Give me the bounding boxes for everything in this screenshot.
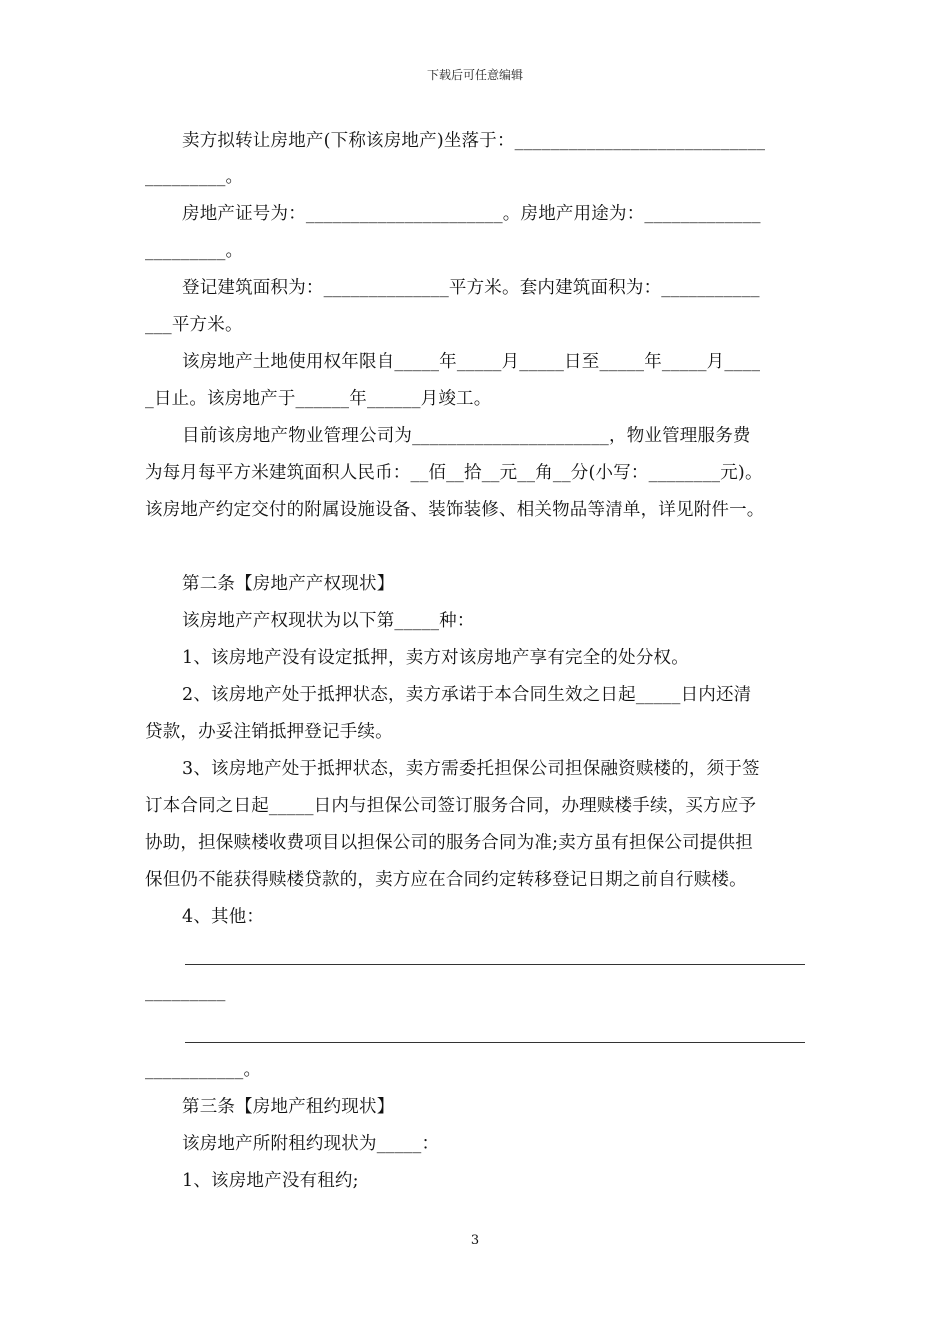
text-line: 2、该房地产处于抵押状态，卖方承诺于本合同生效之日起_____日内还清 — [182, 685, 752, 705]
text-line: 目前该房地产物业管理公司为______________________，物业管理服务费 — [182, 426, 751, 446]
text-line: 贷款，办妥注销抵押登记手续。 — [145, 722, 393, 742]
text-line: 卖方拟转让房地产(下称该房地产)坐落于：____________________________ — [182, 131, 766, 151]
blank-rule — [185, 1042, 805, 1043]
text-line: 保但仍不能获得赎楼贷款的，卖方应在合同约定转移登记日期之前自行赎楼。 — [145, 870, 747, 890]
text-line: _________。 — [145, 241, 244, 261]
section-heading: 第二条【房地产产权现状】 — [182, 574, 395, 594]
text-line: ___平方米。 — [145, 315, 243, 335]
text-line: 该房地产产权现状为以下第_____种： — [182, 611, 475, 631]
text-line: ___________。 — [145, 1060, 262, 1080]
section-heading: 第三条【房地产租约现状】 — [182, 1097, 395, 1117]
text-line: 该房地产约定交付的附属设施设备、装饰装修、相关物品等清单，详见附件一。 — [145, 500, 765, 520]
blank-rule — [185, 964, 805, 965]
text-line: _日止。该房地产于______年______月竣工。 — [145, 389, 492, 409]
text-line: 房地产证号为：______________________。房地产用途为：_____________ — [182, 204, 761, 224]
text-line: 订本合同之日起_____日内与担保公司签订服务合同，办理赎楼手续，买方应予 — [145, 796, 757, 816]
text-line: 为每月每平方米建筑面积人民币：__佰__拾__元__角__分(小写：________元)。 — [145, 463, 763, 483]
text-line: 3、该房地产处于抵押状态，卖方需委托担保公司担保融资赎楼的，须于签 — [182, 759, 760, 779]
text-line: 登记建筑面积为：______________平方米。套内建筑面积为：___________ — [182, 278, 760, 298]
text-line: 该房地产所附租约现状为_____： — [182, 1134, 440, 1154]
text-line: _________。 — [145, 167, 244, 187]
text-line: 1、该房地产没有设定抵押，卖方对该房地产享有完全的处分权。 — [182, 648, 689, 668]
text-line: 4、其他： — [182, 907, 265, 927]
text-line: _________ — [145, 982, 226, 1002]
page-header: 下载后可任意编辑 — [426, 68, 523, 82]
page-number: 3 — [470, 1233, 480, 1248]
text-line: 该房地产土地使用权年限自_____年_____月_____日至_____年_____月____ — [182, 352, 761, 372]
text-line: 协助，担保赎楼收费项目以担保公司的服务合同为准;卖方虽有担保公司提供担 — [145, 833, 753, 853]
text-line: 1、该房地产没有租约; — [182, 1171, 359, 1191]
